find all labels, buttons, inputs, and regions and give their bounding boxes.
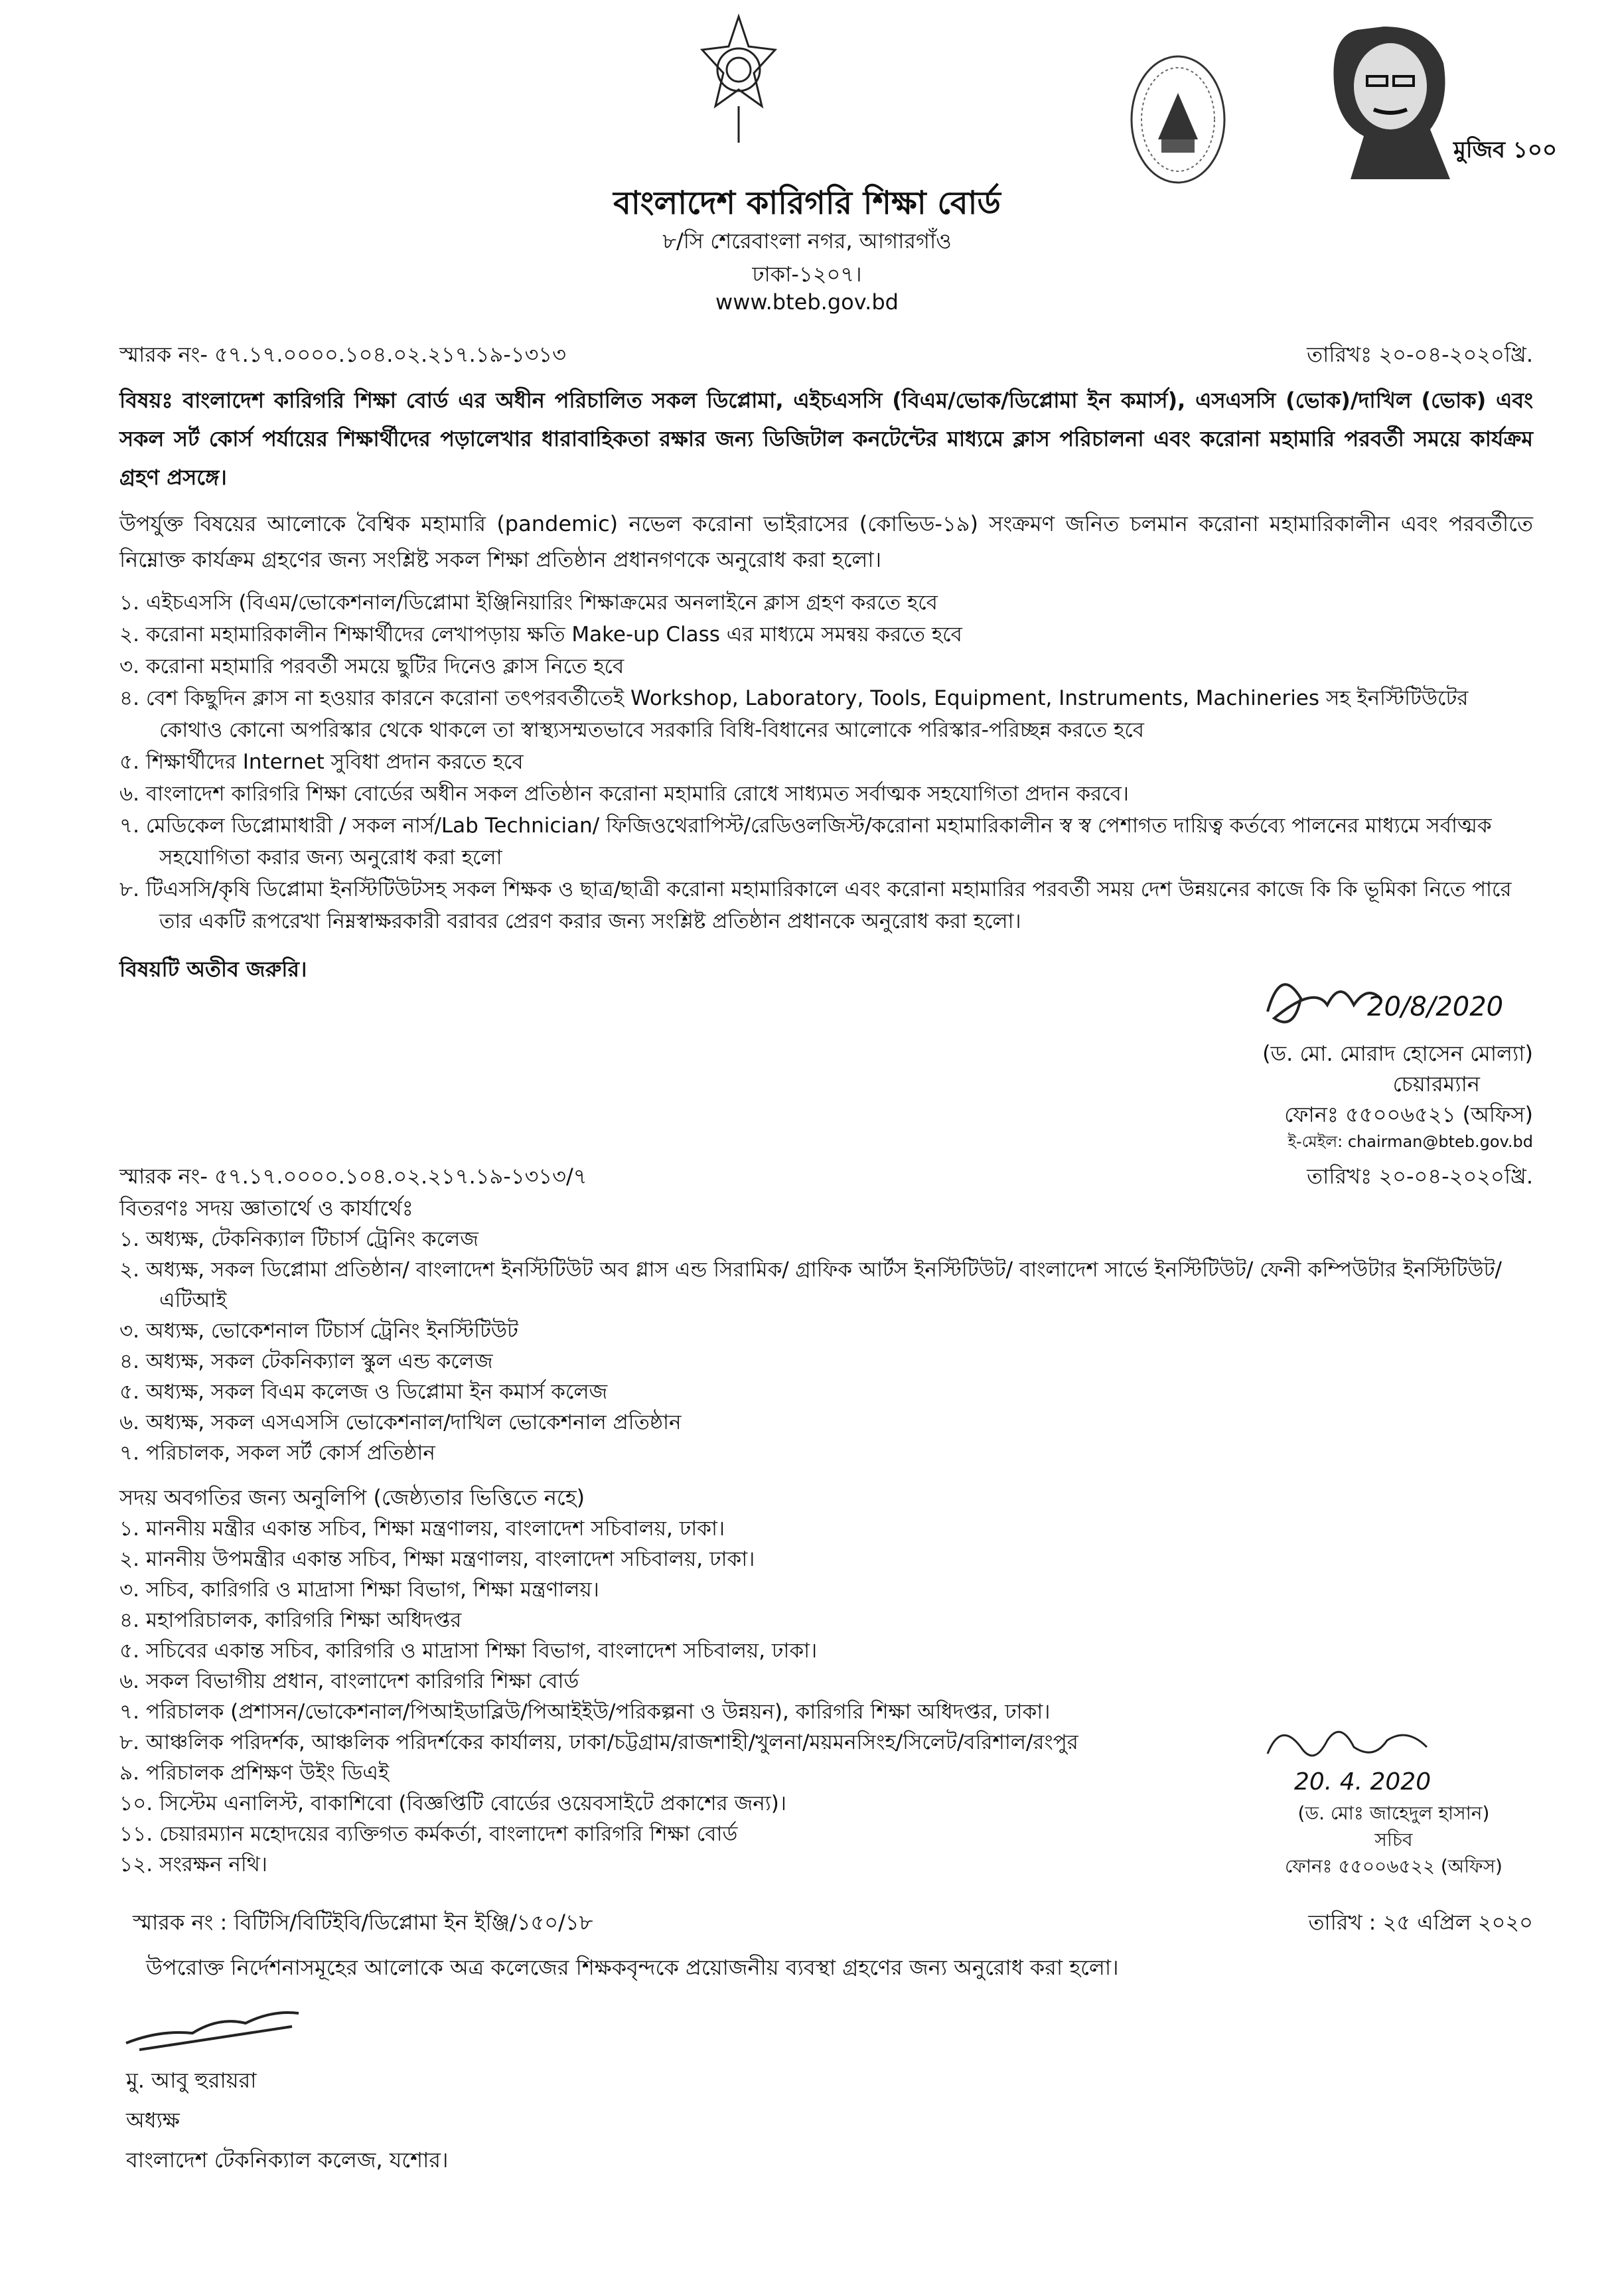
chairman-name: (ড. মো. মোরাদ হোসেন মোল্যা) <box>1262 1041 1533 1066</box>
college-memo-number: স্মারক নং : বিটিসি/বিটিইবি/ডিপ্লোমা ইন ইঞ্জি/১৫০/১৮ <box>133 1910 593 1935</box>
list-item: ৭. পরিচালক (প্রশাসন/ভোকেশনাল/পিআইডাব্লিউ/পিআইইউ/পরিকল্পনা ও উন্নয়ন), কারিগরি শিক্ষা অধিদপ্তর, ঢাকা। <box>119 1700 1051 1724</box>
mujib-100-text: মুজিব ১০০ <box>1453 137 1558 163</box>
list-item: ৩. সচিব, কারিগরি ও মাদ্রাসা শিক্ষা বিভাগ, শিক্ষা মন্ত্রণালয়। <box>119 1578 599 1602</box>
list-item: ৫. অধ্যক্ষ, সকল বিএম কলেজ ও ডিপ্লোমা ইন কমার্স কলেজ <box>119 1380 608 1404</box>
list-item: ৬. বাংলাদেশ কারিগরি শিক্ষা বোর্ডের অধীন সকল প্রতিষ্ঠান করোনা মহামারি রোধে সাধ্যমত সর্বাত্মক সহযোগিতা প্রদান করবে। <box>119 782 1129 806</box>
secretary-signature-block <box>1254 1714 1533 1880</box>
principal-signature-icon <box>119 1997 319 2056</box>
list-item: ১২. সংরক্ষন নথি। <box>119 1853 267 1876</box>
copy-section <box>119 1513 1533 1880</box>
list-item: ৬. অধ্যক্ষ, সকল এসএসসি ভোকেশনাল/দাখিল ভোকেশনাল প্রতিষ্ঠান <box>119 1411 682 1434</box>
urgent-note: বিষয়টি অতীব জরুরি। <box>119 957 307 982</box>
principal-name: মু. আবু হুরায়রা <box>126 2068 257 2093</box>
secretary-phone: ফোনঃ ৫৫০০৬৫২২ (অফিস) <box>1285 1855 1503 1877</box>
org-website: www.bteb.gov.bd <box>715 289 899 315</box>
list-item: ৩. করোনা মহামারি পরবর্তী সময়ে ছুটির দিনেও ক্লাস নিতে হবে <box>119 654 624 678</box>
copy-list <box>119 1513 1234 1880</box>
list-item: ৭. পরিচালক, সকল সর্ট কোর্স প্রতিষ্ঠান <box>119 1441 435 1465</box>
list-item: ৩. অধ্যক্ষ, ভোকেশনাল টিচার্স ট্রেনিং ইনস্টিটিউট <box>119 1319 518 1343</box>
principal-signature <box>119 1997 1533 2060</box>
list-item: ৮. আঞ্চলিক পরিদর্শক, আঞ্চলিক পরিদর্শকের কার্যালয়, ঢাকা/চট্টগ্রাম/রাজশাহী/খুলনা/ময়মনসিংহ/সিলেট/বরিশাল/রংপুর <box>119 1730 1078 1754</box>
distribution-list <box>119 1224 1533 1468</box>
chairman-phone: ফোনঃ ৫৫০০৬৫২১ (অফিস) <box>1284 1102 1533 1127</box>
chairman-signature-block <box>119 958 1533 1154</box>
list-item: ৪. অধ্যক্ষ, সকল টেকনিক্যাল স্কুল এন্ড কলেজ <box>119 1349 493 1373</box>
memo-number: স্মারক নং- ৫৭.১৭.০০০০.১০৪.০২.২১৭.১৯-১৩১৩ <box>119 342 566 367</box>
copy-heading: সদয় অবগতির জন্য অনুলিপি (জেষ্ঠ্যতার ভিত্তিতে নহে) <box>119 1485 585 1510</box>
list-item: ১১. চেয়ারম্যান মহোদয়ের ব্যক্তিগত কর্মকর্তা, বাংলাদেশ কারিগরি শিক্ষা বোর্ড <box>119 1822 738 1846</box>
list-item: ৫. সচিবের একান্ত সচিব, কারিগরি ও মাদ্রাসা শিক্ষা বিভাগ, বাংলাদেশ সচিবালয়, ঢাকা। <box>119 1639 818 1663</box>
memo-row <box>119 339 1533 370</box>
chairman-email: ই-মেইল: chairman@bteb.gov.bd <box>1287 1132 1533 1151</box>
distribution-memo-date: তারিখঃ ২০-০৪-২০২০খ্রি. <box>1307 1164 1533 1189</box>
memo-date: তারিখঃ ২০-০৪-২০২০খ্রি. <box>1307 342 1533 367</box>
instruction-list <box>119 587 1533 937</box>
secretary-signature <box>1254 1714 1533 1800</box>
list-item: ২. অধ্যক্ষ, সকল ডিপ্লোমা প্রতিষ্ঠান/ বাংলাদেশ ইনস্টিটিউট অব গ্লাস এন্ড সিরামিক/ গ্রাফিক আর্টস ইনস্টিটিউট/ বাংলাদেশ সার্ভে ইনস্টিটিউট/ ফেনী কম্পিউটার ইনস্টিটিউট/ এটিআই <box>119 1258 1502 1312</box>
chairman-title: চেয়ারম্যান <box>1392 1071 1480 1097</box>
org-address-line1: ৮/সি শেরেবাংলা নগর, আগারগাঁও <box>662 228 952 254</box>
org-name: বাংলাদেশ কারিগরি শিক্ষা বোর্ড <box>613 185 1001 222</box>
secretary-name: (ড. মোঃ জাহেদুল হাসান) <box>1297 1802 1490 1824</box>
list-item: ১. মাননীয় মন্ত্রীর একান্ত সচিব, শিক্ষা মন্ত্রণালয়, বাংলাদেশ সচিবালয়, ঢাকা। <box>119 1517 725 1541</box>
college-memo-row <box>119 1906 1533 1938</box>
principal-title: অধ্যক্ষ <box>126 2107 180 2133</box>
org-address-line2: ঢাকা-১২০৭। <box>752 262 862 287</box>
college-memo-date: তারিখ : ২৫ এপ্রিল ২০২০ <box>1308 1910 1533 1935</box>
letter-intro: উপর্যুক্ত বিষয়ের আলোকে বৈশ্বিক মহামারি (pandemic) নভেল করোনা ভাইরাসের (কোভিড-১৯) সংক্রমণ জনিত চলমান করোনা মহামারিকালীন এবং পরবর্তীতে নিম্নোক্ত কার্যক্রম গ্রহণের জন্য সংশ্লিষ্ট সকল শিক্ষা প্রতিষ্ঠান প্রধানগণকে অনুরোধ করা হলো। <box>119 511 1533 572</box>
list-item: ৬. সকল বিভাগীয় প্রধান, বাংলাদেশ কারিগরি শিক্ষা বোর্ড <box>119 1669 579 1693</box>
distribution-memo-row <box>119 1160 1533 1192</box>
document-body <box>119 0 1533 2180</box>
secretary-signature-date: 20. 4. 2020 <box>1294 1768 1431 1796</box>
list-item: ১০. সিস্টেম এনালিস্ট, বাকাশিবো (বিজ্ঞপ্তিটি বোর্ডের ওয়েবসাইটে প্রকাশের জন্য)। <box>119 1792 786 1815</box>
letter-subject: বিষয়ঃ বাংলাদেশ কারিগরি শিক্ষা বোর্ড এর অধীন পরিচালিত সকল ডিপ্লোমা, এইচএসসি (বিএম/ভোক/ডিপ্লোমা ইন কমার্স), এসএসসি (ভোক)/দাখিল (ভোক) এবং সকল সর্ট কোর্স পর্যায়ের শিক্ষার্থীদের পড়ালেখার ধারাবাহিকতা রক্ষার জন্য ডিজিটাল কনটেন্টের মাধ্যমে ক্লাস পরিচালনা এবং করোনা মহামারি পরবর্তী সময়ে কার্যক্রম গ্রহণ প্রসঙ্গে। <box>119 388 1533 490</box>
list-item: ২. করোনা মহামারিকালীন শিক্ষার্থীদের লেখাপড়ায় ক্ষতি Make-up Class এর মাধ্যমে সমন্বয় করতে হবে <box>119 623 962 647</box>
principal-college: বাংলাদেশ টেকনিক্যাল কলেজ, যশোর। <box>126 2147 449 2173</box>
list-item: ৮. টিএসসি/কৃষি ডিপ্লোমা ইনস্টিটিউটসহ সকল শিক্ষক ও ছাত্র/ছাত্রী করোনা মহামারিকালে এবং করোনা মহামারির পরবর্তী সময় দেশ উন্নয়নের কাজে কি কি ভূমিকা নিতে পারে তার একটি রূপরেখা নিম্নস্বাক্ষরকারী বরাবর প্রেরণ করার জন্য সংশ্লিষ্ট প্রতিষ্ঠান প্রধানকে অনুরোধ করা হলো। <box>119 878 1512 933</box>
distribution-memo-number: স্মারক নং- ৫৭.১৭.০০০০.১০৪.০২.২১৭.১৯-১৩১৩/৭ <box>119 1164 587 1189</box>
list-item: ২. মাননীয় উপমন্ত্রীর একান্ত সচিব, শিক্ষা মন্ত্রণালয়, বাংলাদেশ সচিবালয়, ঢাকা। <box>119 1547 755 1571</box>
list-item: ৪. মহাপরিচালক, কারিগরি শিক্ষা অধিদপ্তর <box>119 1608 462 1632</box>
chairman-signature-date: 20/8/2020 <box>1367 992 1504 1022</box>
list-item: ১. এইচএসসি (বিএম/ভোকেশনাল/ডিপ্লোমা ইঞ্জিনিয়ারিং শিক্ষাক্রমের অনলাইনে ক্লাস গ্রহণ করতে হবে <box>119 591 938 615</box>
list-item: ১. অধ্যক্ষ, টেকনিক্যাল টিচার্স ট্রেনিং কলেজ <box>119 1227 478 1251</box>
distribution-heading: বিতরণঃ সদয় জ্ঞাতার্থে ও কার্যার্থেঃ <box>119 1195 413 1221</box>
secretary-signature-icon <box>1254 1714 1533 1774</box>
list-item: ৫. শিক্ষার্থীদের Internet সুবিধা প্রদান করতে হবে <box>119 750 524 774</box>
list-item: ৯. পরিচালক প্রশিক্ষণ উইং ডিএই <box>119 1761 390 1785</box>
college-note-text: উপরোক্ত নির্দেশনাসমূহের আলোকে অত্র কলেজের শিক্ষকবৃন্দকে প্রয়োজনীয় ব্যবস্থা গ্রহণের জন্য অনুরোধ করা হলো। <box>146 1955 1119 1980</box>
secretary-title: সচিব <box>1374 1829 1413 1851</box>
list-item: ৪. বেশ কিছুদিন ক্লাস না হওয়ার কারনে করোনা তৎপরবর্তীতেই Workshop, Laboratory, Tools, Equipment, Instruments, Machineries সহ ইনস্টিটিউটের কোথাও কোনো অপরিস্কার থেকে থাকলে তা স্বাস্থ্যসম্মতভাবে সরকারি বিধি-বিধানের আলোকে পরিস্কার-পরিচ্ছন্ন করতে হবে <box>119 686 1469 742</box>
list-item: ৭. মেডিকেল ডিপ্লোমাধারী / সকল নার্স/Lab Technician/ ফিজিওথেরাপিস্ট/রেডিওলজিস্ট/করোনা মহামারিকালীন স্ব স্ব পেশাগত দায়িত্ব কর্তব্যে পালনের মাধ্যমে সর্বাত্মক সহযোগিতা করার জন্য অনুরোধ করা হলো <box>119 814 1492 870</box>
chairman-signature <box>1254 958 1533 1038</box>
